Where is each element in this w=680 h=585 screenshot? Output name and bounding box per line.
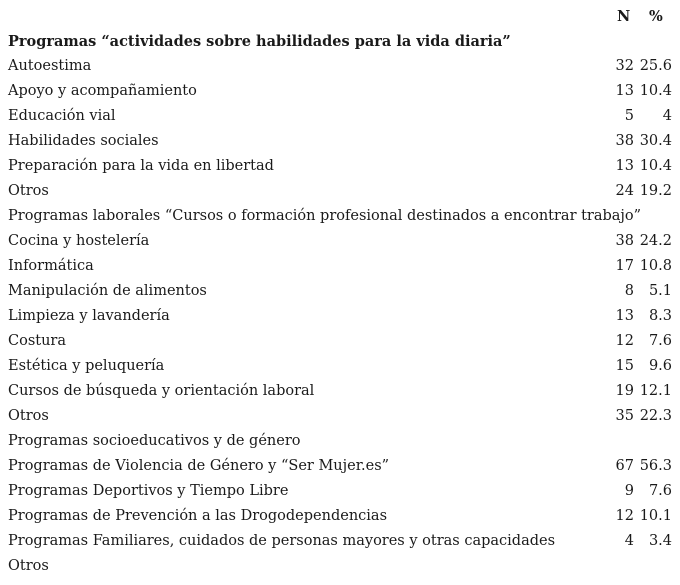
- row-label: Manipulación de alimentos: [8, 283, 207, 299]
- table-row: [0, 283, 680, 308]
- row-percent-value: 5.1: [648, 283, 672, 299]
- table-row: [0, 108, 680, 133]
- row-label: Preparación para la vida en libertad: [8, 158, 274, 174]
- row-label: Cocina y hostelería: [8, 233, 150, 249]
- row-n-value: 12: [615, 333, 634, 349]
- row-percent-value: 24.2: [639, 233, 672, 249]
- row-n-value: 13: [615, 83, 634, 99]
- row-n-value: 35: [615, 408, 634, 424]
- row-n-value: 4: [624, 533, 634, 549]
- row-percent-value: 30.4: [639, 133, 672, 149]
- table-row: [0, 508, 680, 533]
- row-percent-value: 22.3: [639, 408, 672, 424]
- row-percent-value: 10.4: [639, 158, 672, 174]
- row-n-value: 5: [624, 108, 634, 124]
- row-n-value: 38: [615, 133, 634, 149]
- table-row: [0, 483, 680, 508]
- row-label: Limpieza y lavandería: [8, 308, 170, 324]
- table-row: [0, 258, 680, 283]
- row-n-value: 67: [615, 458, 634, 474]
- column-header-n: N: [617, 8, 631, 25]
- row-label: Programas laborales “Cursos o formación profesional destinados a encontrar trabajo”: [8, 208, 642, 224]
- row-label: Informática: [8, 258, 94, 274]
- row-label: Programas socioeducativos y de género: [8, 433, 301, 449]
- row-label: Otros: [8, 558, 49, 574]
- row-label: Programas “actividades sobre habilidades para la vida diaria”: [8, 33, 511, 50]
- table-row: [0, 358, 680, 383]
- row-n-value: 19: [615, 383, 634, 399]
- row-n-value: 17: [615, 258, 634, 274]
- row-label: Costura: [8, 333, 67, 349]
- row-n-value: 9: [624, 483, 634, 499]
- row-percent-value: 9.6: [648, 358, 672, 374]
- row-n-value: 13: [615, 308, 634, 324]
- row-percent-value: 3.4: [648, 533, 672, 549]
- table-row: [0, 158, 680, 183]
- row-n-value: 8: [624, 283, 634, 299]
- table-row: [0, 208, 680, 233]
- row-percent-value: 10.4: [639, 83, 672, 99]
- row-label: Habilidades sociales: [8, 133, 159, 149]
- table-row: [0, 333, 680, 358]
- table-row: [0, 458, 680, 483]
- table-row: [0, 433, 680, 458]
- row-n-value: 32: [615, 58, 634, 74]
- row-percent-value: 56.3: [639, 458, 672, 474]
- row-label: Apoyo y acompañamiento: [8, 83, 197, 99]
- row-percent-value: 10.1: [639, 508, 672, 524]
- table-row: [0, 133, 680, 158]
- row-n-value: 15: [615, 358, 634, 374]
- row-n-value: 38: [615, 233, 634, 249]
- row-label: Programas Familiares, cuidados de personas mayores y otras capacidades: [8, 533, 556, 549]
- row-label: Programas de Prevención a las Drogodependencias: [8, 508, 388, 524]
- table-row: [0, 183, 680, 208]
- row-percent-value: 7.6: [648, 333, 672, 349]
- row-percent-value: 8.3: [648, 308, 672, 324]
- row-percent-value: 12.1: [639, 383, 672, 399]
- table-row: [0, 558, 680, 583]
- row-label: Estética y peluquería: [8, 358, 165, 374]
- table-row: [0, 533, 680, 558]
- row-label: Otros: [8, 408, 49, 424]
- row-label: Programas de Violencia de Género y “Ser Mujer.es”: [8, 458, 390, 474]
- table-row: [0, 408, 680, 433]
- table-row: [0, 83, 680, 108]
- table-row: [0, 33, 680, 58]
- row-label: Programas Deportivos y Tiempo Libre: [8, 483, 289, 499]
- row-percent-value: 19.2: [639, 183, 672, 199]
- row-label: Educación vial: [8, 108, 116, 124]
- row-percent-value: 25.6: [639, 58, 672, 74]
- table-row: [0, 58, 680, 83]
- column-header-percent: %: [649, 8, 663, 25]
- row-percent-value: 4: [662, 108, 672, 124]
- table-row: [0, 233, 680, 258]
- row-n-value: 24: [615, 183, 634, 199]
- row-percent-value: 7.6: [648, 483, 672, 499]
- table-row: [0, 308, 680, 333]
- row-n-value: 12: [615, 508, 634, 524]
- row-label: Autoestima: [8, 58, 92, 74]
- row-n-value: 13: [615, 158, 634, 174]
- table-row: [0, 383, 680, 408]
- row-label: Otros: [8, 183, 49, 199]
- row-label: Cursos de búsqueda y orientación laboral: [8, 383, 315, 399]
- row-percent-value: 10.8: [639, 258, 672, 274]
